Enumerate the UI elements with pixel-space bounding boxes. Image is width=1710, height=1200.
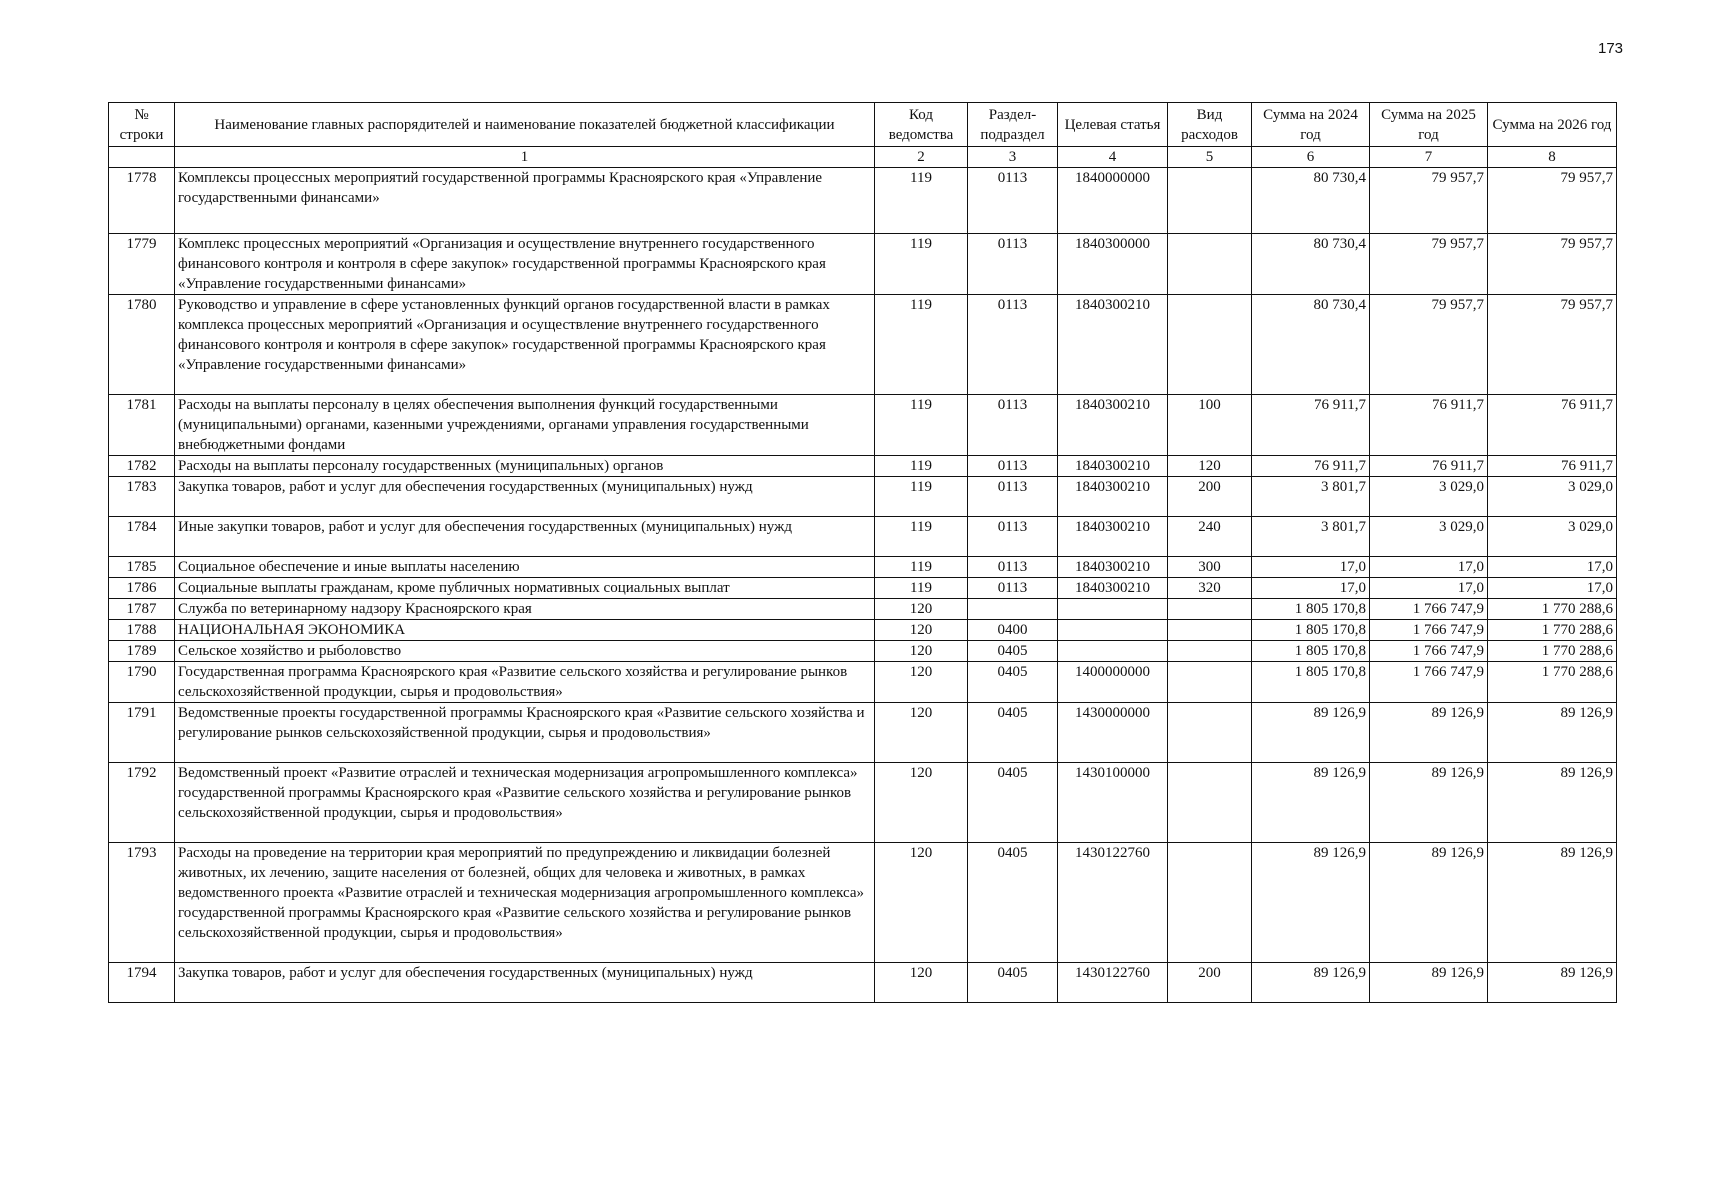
table-row [109, 477, 1617, 517]
row-expense-type: 320 [1168, 578, 1252, 599]
row-sum-2025: 79 957,7 [1370, 168, 1488, 234]
row-expense-type [1168, 620, 1252, 641]
header-dept-code: Код ведомства [875, 103, 968, 147]
row-sum-2026: 79 957,7 [1488, 234, 1617, 295]
row-dept-code: 120 [875, 763, 968, 843]
row-target: 1840300000 [1058, 234, 1168, 295]
row-name: Ведомственный проект «Развитие отраслей и техническая модернизация агропромышленного комплекса» государственной программы Красноярского края «Развитие сельского хозяйства и регулирование рынков сельскохозяйственной продукции, сырья и продовольствия» [175, 763, 875, 843]
row-sum-2025: 1 766 747,9 [1370, 662, 1488, 703]
column-number: 8 [1488, 147, 1617, 168]
row-number: 1780 [109, 295, 175, 395]
row-name: Руководство и управление в сфере установленных функций органов государственной власти в рамках комплекса процессных мероприятий «Организация и осуществление внутреннего государственного финансового контроля и контроля в сфере закупок» государственной программы Красноярского края «Управление государственными финансами» [175, 295, 875, 395]
header-row [109, 103, 1617, 147]
row-sum-2025: 1 766 747,9 [1370, 620, 1488, 641]
row-expense-type [1168, 662, 1252, 703]
row-sum-2025: 79 957,7 [1370, 295, 1488, 395]
row-section: 0405 [968, 963, 1058, 1003]
table-row [109, 843, 1617, 963]
row-name: Расходы на проведение на территории края мероприятий по предупреждению и ликвидации болезней животных, их лечению, защите населения от болезней, общих для человека и животных, в рамках ведомственного проекта «Развитие отраслей и техническая модернизация агропромышленного комплекса» государственной программы Красноярского края «Развитие сельского хозяйства и регулирование рынков сельскохозяйственной продукции, сырья и продовольствия» [175, 843, 875, 963]
page-number: 173 [1598, 40, 1624, 57]
row-expense-type [1168, 599, 1252, 620]
row-section: 0113 [968, 234, 1058, 295]
row-number: 1783 [109, 477, 175, 517]
row-dept-code: 119 [875, 456, 968, 477]
row-name: Социальное обеспечение и иные выплаты населению [175, 557, 875, 578]
row-target: 1840300210 [1058, 578, 1168, 599]
row-number: 1790 [109, 662, 175, 703]
row-sum-2024: 76 911,7 [1252, 395, 1370, 456]
row-sum-2026: 89 126,9 [1488, 963, 1617, 1003]
row-sum-2024: 1 805 170,8 [1252, 662, 1370, 703]
row-expense-type: 240 [1168, 517, 1252, 557]
header-target: Целевая статья [1058, 103, 1168, 147]
row-sum-2025: 17,0 [1370, 578, 1488, 599]
table-row [109, 557, 1617, 578]
row-sum-2026: 76 911,7 [1488, 395, 1617, 456]
row-dept-code: 120 [875, 843, 968, 963]
row-sum-2025: 76 911,7 [1370, 456, 1488, 477]
row-sum-2025: 89 126,9 [1370, 843, 1488, 963]
row-dept-code: 120 [875, 703, 968, 763]
row-number: 1791 [109, 703, 175, 763]
row-number: 1792 [109, 763, 175, 843]
row-name: Социальные выплаты гражданам, кроме публичных нормативных социальных выплат [175, 578, 875, 599]
row-sum-2024: 89 126,9 [1252, 843, 1370, 963]
row-sum-2026: 1 770 288,6 [1488, 599, 1617, 620]
row-section: 0113 [968, 578, 1058, 599]
row-sum-2024: 76 911,7 [1252, 456, 1370, 477]
row-dept-code: 120 [875, 620, 968, 641]
budget-table [108, 102, 1617, 1003]
row-sum-2025: 17,0 [1370, 557, 1488, 578]
row-target: 1430000000 [1058, 703, 1168, 763]
row-name: Комплекс процессных мероприятий «Организация и осуществление внутреннего государственного финансового контроля и контроля в сфере закупок» государственной программы Красноярского края «Управление государственными финансами» [175, 234, 875, 295]
row-sum-2024: 89 126,9 [1252, 963, 1370, 1003]
row-dept-code: 120 [875, 662, 968, 703]
row-sum-2024: 3 801,7 [1252, 477, 1370, 517]
row-target [1058, 599, 1168, 620]
row-sum-2024: 17,0 [1252, 578, 1370, 599]
row-name: НАЦИОНАЛЬНАЯ ЭКОНОМИКА [175, 620, 875, 641]
row-section: 0405 [968, 641, 1058, 662]
row-expense-type [1168, 843, 1252, 963]
row-section: 0113 [968, 395, 1058, 456]
row-sum-2026: 89 126,9 [1488, 703, 1617, 763]
row-number: 1789 [109, 641, 175, 662]
row-sum-2025: 3 029,0 [1370, 477, 1488, 517]
row-name: Расходы на выплаты персоналу в целях обеспечения выполнения функций государственными (муниципальными) органами, казенными учреждениями, органами управления государственными внебюджетными фондами [175, 395, 875, 456]
row-name: Государственная программа Красноярского края «Развитие сельского хозяйства и регулирование рынков сельскохозяйственной продукции, сырья и продовольствия» [175, 662, 875, 703]
header-sum-2026: Сумма на 2026 год [1488, 103, 1617, 147]
row-section: 0113 [968, 168, 1058, 234]
column-number: 4 [1058, 147, 1168, 168]
column-number: 2 [875, 147, 968, 168]
row-sum-2026: 1 770 288,6 [1488, 620, 1617, 641]
row-sum-2025: 79 957,7 [1370, 234, 1488, 295]
row-sum-2024: 1 805 170,8 [1252, 599, 1370, 620]
row-name: Закупка товаров, работ и услуг для обеспечения государственных (муниципальных) нужд [175, 477, 875, 517]
row-dept-code: 119 [875, 295, 968, 395]
column-number [109, 147, 175, 168]
row-sum-2026: 76 911,7 [1488, 456, 1617, 477]
row-dept-code: 119 [875, 395, 968, 456]
row-sum-2024: 3 801,7 [1252, 517, 1370, 557]
row-dept-code: 119 [875, 517, 968, 557]
row-sum-2025: 1 766 747,9 [1370, 641, 1488, 662]
row-number: 1778 [109, 168, 175, 234]
table-row [109, 295, 1617, 395]
table-row [109, 599, 1617, 620]
row-sum-2026: 17,0 [1488, 557, 1617, 578]
row-section: 0400 [968, 620, 1058, 641]
column-number: 6 [1252, 147, 1370, 168]
row-section: 0405 [968, 662, 1058, 703]
row-number: 1781 [109, 395, 175, 456]
row-sum-2026: 1 770 288,6 [1488, 641, 1617, 662]
table-row [109, 641, 1617, 662]
column-number: 3 [968, 147, 1058, 168]
row-sum-2025: 3 029,0 [1370, 517, 1488, 557]
header-expense-type: Вид расходов [1168, 103, 1252, 147]
row-sum-2026: 3 029,0 [1488, 477, 1617, 517]
header-section: Раздел-подраздел [968, 103, 1058, 147]
row-sum-2025: 89 126,9 [1370, 963, 1488, 1003]
row-sum-2026: 17,0 [1488, 578, 1617, 599]
row-target [1058, 641, 1168, 662]
row-target: 1430122760 [1058, 963, 1168, 1003]
table-row [109, 703, 1617, 763]
row-expense-type: 300 [1168, 557, 1252, 578]
table-row [109, 168, 1617, 234]
row-dept-code: 119 [875, 234, 968, 295]
table-row [109, 662, 1617, 703]
row-target [1058, 620, 1168, 641]
row-target: 1840000000 [1058, 168, 1168, 234]
row-dept-code: 120 [875, 641, 968, 662]
header-row-no: № строки [109, 103, 175, 147]
row-expense-type [1168, 763, 1252, 843]
row-sum-2026: 79 957,7 [1488, 168, 1617, 234]
table-row [109, 763, 1617, 843]
row-section: 0113 [968, 295, 1058, 395]
row-sum-2024: 1 805 170,8 [1252, 620, 1370, 641]
row-sum-2024: 80 730,4 [1252, 234, 1370, 295]
row-number: 1793 [109, 843, 175, 963]
column-numbers-row [109, 147, 1617, 168]
table-row [109, 963, 1617, 1003]
row-sum-2024: 89 126,9 [1252, 703, 1370, 763]
row-name: Комплексы процессных мероприятий государственной программы Красноярского края «Управление государственными финансами» [175, 168, 875, 234]
row-dept-code: 120 [875, 963, 968, 1003]
table-row [109, 620, 1617, 641]
row-expense-type [1168, 641, 1252, 662]
row-dept-code: 119 [875, 477, 968, 517]
row-target: 1840300210 [1058, 477, 1168, 517]
row-sum-2025: 1 766 747,9 [1370, 599, 1488, 620]
row-section: 0113 [968, 517, 1058, 557]
table-row [109, 234, 1617, 295]
row-section: 0405 [968, 763, 1058, 843]
row-expense-type [1168, 703, 1252, 763]
row-expense-type: 200 [1168, 477, 1252, 517]
row-sum-2024: 1 805 170,8 [1252, 641, 1370, 662]
row-number: 1794 [109, 963, 175, 1003]
row-expense-type [1168, 234, 1252, 295]
row-dept-code: 120 [875, 599, 968, 620]
row-number: 1782 [109, 456, 175, 477]
row-target: 1840300210 [1058, 557, 1168, 578]
row-number: 1788 [109, 620, 175, 641]
row-expense-type [1168, 168, 1252, 234]
row-sum-2025: 89 126,9 [1370, 763, 1488, 843]
row-name: Ведомственные проекты государственной программы Красноярского края «Развитие сельского хозяйства и регулирование рынков сельскохозяйственной продукции, сырья и продовольствия» [175, 703, 875, 763]
row-name: Сельское хозяйство и рыболовство [175, 641, 875, 662]
table-row [109, 517, 1617, 557]
column-number: 1 [175, 147, 875, 168]
row-section: 0113 [968, 557, 1058, 578]
table-row [109, 578, 1617, 599]
row-target: 1400000000 [1058, 662, 1168, 703]
row-dept-code: 119 [875, 578, 968, 599]
row-section: 0113 [968, 456, 1058, 477]
row-sum-2025: 76 911,7 [1370, 395, 1488, 456]
row-name: Расходы на выплаты персоналу государственных (муниципальных) органов [175, 456, 875, 477]
row-sum-2024: 17,0 [1252, 557, 1370, 578]
row-expense-type: 200 [1168, 963, 1252, 1003]
header-name: Наименование главных распорядителей и наименование показателей бюджетной классификации [175, 103, 875, 147]
row-sum-2026: 89 126,9 [1488, 763, 1617, 843]
row-sum-2024: 89 126,9 [1252, 763, 1370, 843]
row-section [968, 599, 1058, 620]
row-sum-2026: 89 126,9 [1488, 843, 1617, 963]
row-expense-type: 100 [1168, 395, 1252, 456]
row-target: 1430100000 [1058, 763, 1168, 843]
row-number: 1785 [109, 557, 175, 578]
row-sum-2024: 80 730,4 [1252, 295, 1370, 395]
row-section: 0113 [968, 477, 1058, 517]
row-number: 1784 [109, 517, 175, 557]
row-number: 1779 [109, 234, 175, 295]
row-dept-code: 119 [875, 168, 968, 234]
row-number: 1786 [109, 578, 175, 599]
row-sum-2026: 1 770 288,6 [1488, 662, 1617, 703]
row-target: 1430122760 [1058, 843, 1168, 963]
row-sum-2026: 79 957,7 [1488, 295, 1617, 395]
row-target: 1840300210 [1058, 395, 1168, 456]
row-target: 1840300210 [1058, 517, 1168, 557]
column-number: 5 [1168, 147, 1252, 168]
row-name: Служба по ветеринарному надзору Красноярского края [175, 599, 875, 620]
column-number: 7 [1370, 147, 1488, 168]
row-sum-2024: 80 730,4 [1252, 168, 1370, 234]
row-name: Иные закупки товаров, работ и услуг для обеспечения государственных (муниципальных) нужд [175, 517, 875, 557]
table-row [109, 395, 1617, 456]
row-target: 1840300210 [1058, 456, 1168, 477]
row-target: 1840300210 [1058, 295, 1168, 395]
row-name: Закупка товаров, работ и услуг для обеспечения государственных (муниципальных) нужд [175, 963, 875, 1003]
row-sum-2026: 3 029,0 [1488, 517, 1617, 557]
header-sum-2025: Сумма на 2025 год [1370, 103, 1488, 147]
table-row [109, 456, 1617, 477]
row-sum-2025: 89 126,9 [1370, 703, 1488, 763]
row-section: 0405 [968, 703, 1058, 763]
row-expense-type: 120 [1168, 456, 1252, 477]
row-section: 0405 [968, 843, 1058, 963]
row-dept-code: 119 [875, 557, 968, 578]
row-expense-type [1168, 295, 1252, 395]
row-number: 1787 [109, 599, 175, 620]
header-sum-2024: Сумма на 2024 год [1252, 103, 1370, 147]
